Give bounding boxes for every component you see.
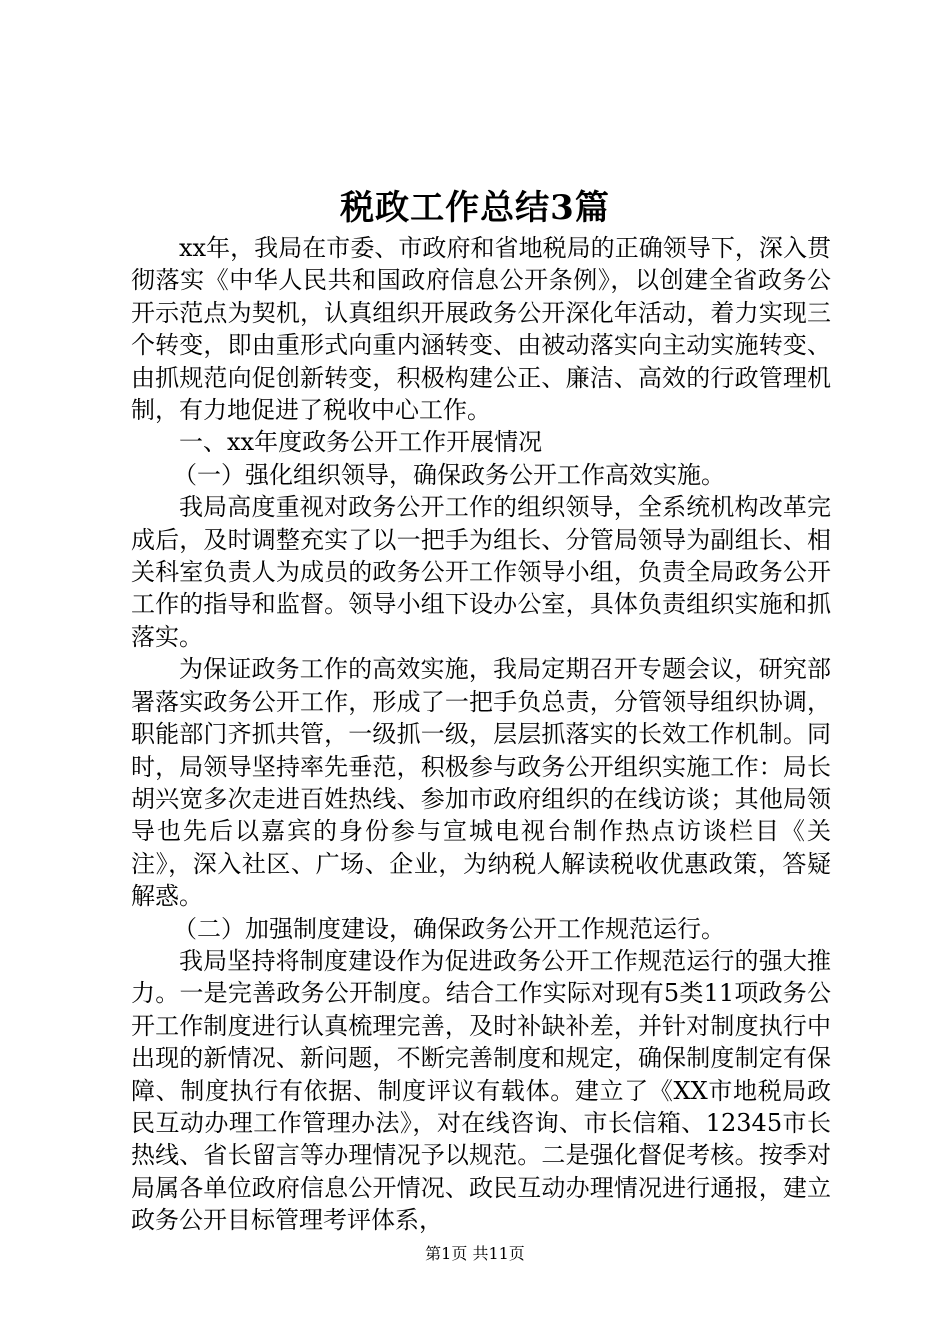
paragraph-organization: 我局高度重视对政务公开工作的组织领导，全系统机构改革完成后，及时调整充实了以一把手为组长、分管局领导为副组长、相关科室负责人为成员的政务公开工作领导小组，负责全局政务公开工作的指导和监督。领导小组下设办公室，具体负责组织实施和抓落实。 bbox=[131, 493, 831, 651]
paragraph-system-building: 我局坚持将制度建设作为促进政务公开工作规范运行的强大推力。一是完善政务公开制度。结合工作实际对现有5类11项政务公开工作制度进行认真梳理完善，及时补缺补差，并针对制度执行中出现的新情况、新问题，不断完善制度和规定，确保制度制定有保障、制度执行有依据、制度评议有载体。建立了《XX市地税局政民互动办理工作管理办法》，对在线咨询、市长信箱、12345市长热线、省长留言等办理情况予以规范。二是强化督促考核。按季对局属各单位政府信息公开情况、政民互动办理情况进行通报，建立政务公开目标管理考评体系， bbox=[131, 946, 831, 1235]
page-number-footer: 第1页 共11页 bbox=[425, 1244, 525, 1263]
paragraph-intro: xx年，我局在市委、市政府和省地税局的正确领导下，深入贯彻落实《中华人民共和国政府信息公开条例》，以创建全省政务公开示范点为契机，认真组织开展政务公开深化年活动，着力实现三个转变，即由重形式向重内涵转变、由被动落实向主动实施转变、由抓规范向促创新转变，积极构建公正、廉洁、高效的行政管理机制，有力地促进了税收中心工作。 bbox=[131, 234, 831, 425]
document-title: 税政工作总结3篇 bbox=[340, 188, 610, 228]
section-heading-1: 一、xx年度政务公开工作开展情况 bbox=[179, 428, 543, 457]
subsection-heading-2: （二）加强制度建设，确保政务公开工作规范运行。 bbox=[173, 914, 725, 943]
document-body bbox=[131, 232, 831, 1237]
subsection-heading-1: （一）强化组织领导，确保政务公开工作高效实施。 bbox=[173, 460, 725, 489]
paragraph-implementation: 为保证政务工作的高效实施，我局定期召开专题会议，研究部署落实政务公开工作，形成了一把手负总责，分管领导组织协调，职能部门齐抓共管，一级抓一级，层层抓落实的长效工作机制。同时，局领导坚持率先垂范，积极参与政务公开组织实施工作：局长胡兴宽多次走进百姓热线、参加市政府组织的在线访谈；其他局领导也先后以嘉宾的身份参与宣城电视台制作热点访谈栏目《关注》，深入社区、广场、企业，为纳税人解读税收优惠政策，答疑解惑。 bbox=[131, 655, 831, 911]
